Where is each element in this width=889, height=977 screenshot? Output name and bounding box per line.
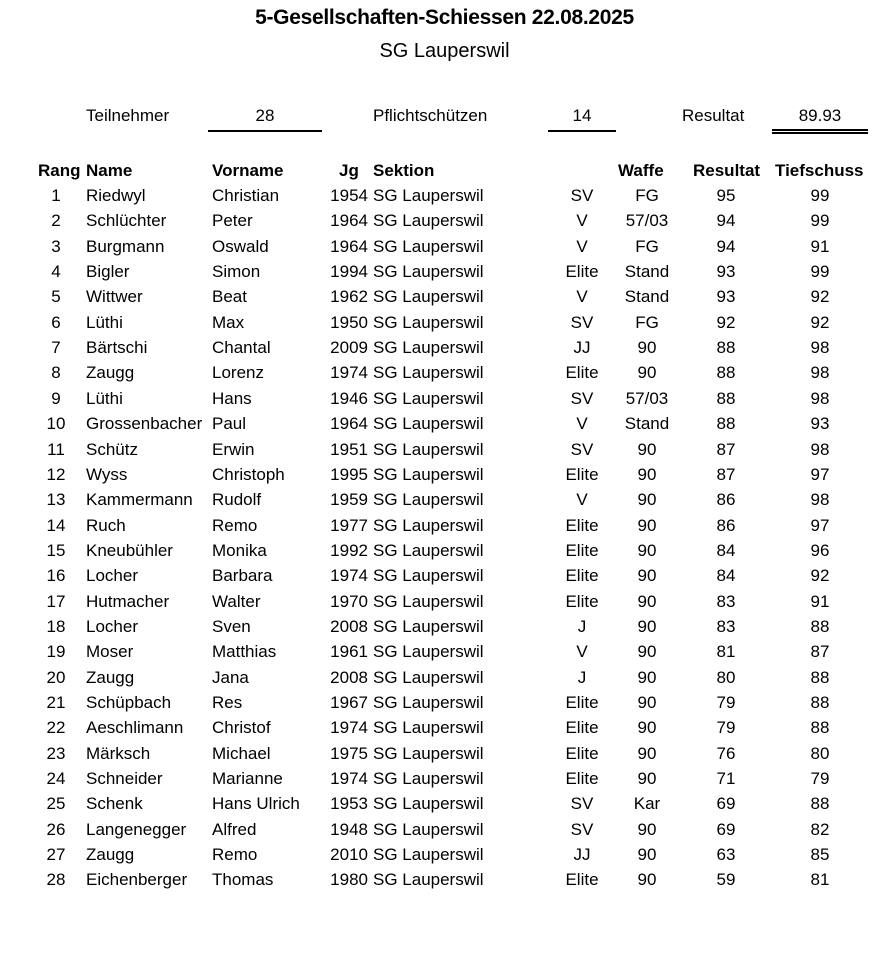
cell-name: Schütz bbox=[86, 439, 138, 459]
cell-resultat: 79 bbox=[716, 693, 736, 712]
cell-name: Schlüchter bbox=[86, 211, 167, 231]
cell-vorname: Thomas bbox=[212, 870, 274, 890]
cell-jahrgang: 1970 bbox=[330, 591, 368, 611]
cell-rang: 8 bbox=[51, 363, 61, 383]
cell-rang: 11 bbox=[47, 439, 65, 459]
cell-vorname: Rudolf bbox=[212, 490, 262, 510]
cell-sektion: SG Lauperswil bbox=[373, 186, 484, 205]
cell-resultat: 84 bbox=[716, 566, 736, 586]
cell-tiefschuss: 97 bbox=[810, 515, 830, 535]
table-row bbox=[0, 642, 889, 667]
cell-waffe: 90 bbox=[637, 642, 657, 662]
cell-tiefschuss: 81 bbox=[810, 870, 830, 890]
cell-name: Kammermann bbox=[86, 490, 193, 510]
cell-name: Eichenberger bbox=[86, 870, 188, 890]
table-row bbox=[0, 845, 889, 870]
table-row bbox=[0, 541, 889, 566]
cell-kategorie: Elite bbox=[565, 870, 599, 890]
cell-rang: 28 bbox=[46, 870, 66, 890]
cell-kategorie: Elite bbox=[565, 540, 599, 560]
cell-waffe: 90 bbox=[637, 515, 657, 535]
cell-waffe: 90 bbox=[637, 490, 657, 510]
cell-rang: 25 bbox=[46, 794, 66, 814]
cell-resultat: 87 bbox=[716, 439, 736, 459]
cell-name: Bigler bbox=[86, 262, 130, 282]
cell-resultat: 69 bbox=[716, 794, 736, 814]
cell-name: Wyss bbox=[86, 464, 128, 484]
cell-tiefschuss: 87 bbox=[810, 642, 830, 662]
cell-resultat: 59 bbox=[716, 870, 736, 890]
cell-vorname: Peter bbox=[212, 211, 253, 231]
cell-vorname: Barbara bbox=[212, 566, 273, 586]
cell-sektion: SG Lauperswil bbox=[373, 743, 484, 763]
cell-waffe: 90 bbox=[637, 616, 657, 636]
cell-sektion: SG Lauperswil bbox=[373, 718, 484, 738]
header-tiefschuss: Tiefschuss bbox=[775, 161, 864, 180]
cell-rang: 18 bbox=[46, 616, 66, 636]
cell-resultat: 94 bbox=[716, 236, 736, 256]
cell-kategorie: Elite bbox=[565, 769, 599, 789]
cell-kategorie: SV bbox=[570, 819, 594, 839]
cell-sektion: SG Lauperswil bbox=[373, 236, 484, 256]
cell-vorname: Paul bbox=[212, 414, 247, 434]
cell-resultat: 76 bbox=[716, 743, 736, 763]
table-row bbox=[0, 287, 889, 312]
cell-tiefschuss: 88 bbox=[810, 616, 830, 636]
cell-sektion: SG Lauperswil bbox=[373, 312, 484, 332]
cell-kategorie: V bbox=[576, 236, 588, 256]
cell-sektion: SG Lauperswil bbox=[373, 464, 484, 484]
cell-waffe: 57/03 bbox=[625, 211, 669, 231]
cell-name: Burgmann bbox=[86, 236, 165, 256]
cell-sektion: SG Lauperswil bbox=[373, 870, 484, 890]
cell-rang: 26 bbox=[46, 819, 66, 839]
cell-name: Ruch bbox=[86, 515, 126, 535]
cell-jahrgang: 1950 bbox=[330, 312, 368, 332]
cell-resultat: 87 bbox=[716, 464, 736, 484]
cell-resultat: 84 bbox=[716, 540, 736, 560]
cell-vorname: Sven bbox=[212, 616, 251, 636]
cell-resultat: 81 bbox=[716, 642, 736, 662]
cell-name: Moser bbox=[86, 642, 134, 662]
cell-waffe: 90 bbox=[637, 338, 657, 358]
cell-tiefschuss: 93 bbox=[810, 414, 830, 434]
cell-jahrgang: 1974 bbox=[330, 566, 368, 586]
cell-sektion: SG Lauperswil bbox=[373, 616, 484, 636]
cell-kategorie: Elite bbox=[565, 515, 599, 535]
cell-rang: 16 bbox=[46, 566, 66, 586]
cell-jahrgang: 1975 bbox=[330, 743, 368, 763]
cell-tiefschuss: 98 bbox=[810, 363, 830, 383]
cell-tiefschuss: 98 bbox=[810, 388, 830, 408]
cell-kategorie: V bbox=[576, 490, 588, 510]
cell-sektion: SG Lauperswil bbox=[373, 388, 484, 408]
cell-jahrgang: 1961 bbox=[330, 642, 368, 662]
cell-waffe: 90 bbox=[637, 845, 657, 865]
cell-rang: 13 bbox=[46, 490, 66, 510]
cell-name: Bärtschi bbox=[86, 338, 148, 358]
cell-sektion: SG Lauperswil bbox=[373, 566, 484, 586]
cell-rang: 9 bbox=[51, 388, 61, 408]
header-rang: Rang bbox=[38, 161, 81, 180]
cell-sektion: SG Lauperswil bbox=[373, 211, 484, 231]
cell-waffe: Kar bbox=[633, 794, 661, 814]
pflichtschuetzen-value: 14 bbox=[572, 106, 592, 125]
header-waffe: Waffe bbox=[618, 161, 664, 180]
cell-tiefschuss: 88 bbox=[810, 693, 830, 712]
cell-tiefschuss: 92 bbox=[810, 566, 830, 586]
cell-vorname: Christian bbox=[212, 186, 280, 205]
cell-waffe: 90 bbox=[637, 743, 657, 763]
cell-rang: 20 bbox=[46, 667, 66, 687]
cell-waffe: 90 bbox=[637, 566, 657, 586]
cell-rang: 22 bbox=[46, 718, 66, 738]
cell-rang: 7 bbox=[51, 338, 61, 358]
cell-jahrgang: 1974 bbox=[330, 363, 368, 383]
cell-sektion: SG Lauperswil bbox=[373, 591, 484, 611]
cell-name: Langenegger bbox=[86, 819, 187, 839]
pflichtschuetzen-label: Pflichtschützen bbox=[373, 106, 488, 125]
cell-vorname: Res bbox=[212, 693, 243, 712]
teilnehmer-underline bbox=[208, 130, 322, 132]
cell-resultat: 93 bbox=[716, 287, 736, 307]
cell-jahrgang: 1967 bbox=[330, 693, 368, 712]
resultat-value: 89.93 bbox=[798, 106, 842, 125]
cell-jahrgang: 1974 bbox=[330, 718, 368, 738]
teilnehmer-value: 28 bbox=[255, 106, 275, 125]
cell-resultat: 95 bbox=[716, 186, 736, 205]
cell-name: Wittwer bbox=[86, 287, 143, 307]
table-row bbox=[0, 769, 889, 794]
cell-jahrgang: 1946 bbox=[330, 388, 368, 408]
cell-waffe: 90 bbox=[637, 667, 657, 687]
cell-waffe: 90 bbox=[637, 718, 657, 738]
cell-kategorie: Elite bbox=[565, 718, 599, 738]
cell-kategorie: V bbox=[576, 211, 588, 231]
cell-tiefschuss: 79 bbox=[810, 769, 830, 789]
cell-vorname: Christoph bbox=[212, 464, 285, 484]
cell-vorname: Marianne bbox=[212, 769, 283, 789]
table-row bbox=[0, 490, 889, 515]
cell-name: Locher bbox=[86, 616, 138, 636]
cell-kategorie: SV bbox=[570, 388, 594, 408]
cell-resultat: 88 bbox=[716, 388, 736, 408]
table-row bbox=[0, 820, 889, 845]
cell-rang: 15 bbox=[46, 540, 66, 560]
cell-vorname: Hans bbox=[212, 388, 252, 408]
cell-sektion: SG Lauperswil bbox=[373, 515, 484, 535]
cell-sektion: SG Lauperswil bbox=[373, 667, 484, 687]
cell-sektion: SG Lauperswil bbox=[373, 769, 484, 789]
table-row bbox=[0, 794, 889, 819]
cell-resultat: 86 bbox=[716, 515, 736, 535]
cell-kategorie: SV bbox=[570, 312, 594, 332]
cell-rang: 4 bbox=[51, 262, 61, 282]
cell-resultat: 88 bbox=[716, 414, 736, 434]
page-subtitle: SG Lauperswil bbox=[379, 40, 510, 62]
cell-resultat: 71 bbox=[716, 769, 736, 789]
cell-vorname: Hans Ulrich bbox=[212, 794, 300, 814]
cell-jahrgang: 1948 bbox=[330, 819, 368, 839]
cell-vorname: Christof bbox=[212, 718, 271, 738]
cell-tiefschuss: 85 bbox=[810, 845, 830, 865]
table-row bbox=[0, 237, 889, 262]
cell-rang: 1 bbox=[51, 186, 61, 205]
cell-sektion: SG Lauperswil bbox=[373, 287, 484, 307]
cell-name: Märksch bbox=[86, 743, 151, 763]
cell-tiefschuss: 88 bbox=[810, 667, 830, 687]
cell-tiefschuss: 99 bbox=[810, 211, 830, 231]
cell-jahrgang: 1959 bbox=[330, 490, 368, 510]
cell-waffe: 90 bbox=[637, 363, 657, 383]
cell-resultat: 83 bbox=[716, 616, 736, 636]
cell-jahrgang: 1992 bbox=[330, 540, 368, 560]
cell-resultat: 69 bbox=[716, 819, 736, 839]
cell-resultat: 86 bbox=[716, 490, 736, 510]
cell-resultat: 79 bbox=[716, 718, 736, 738]
cell-tiefschuss: 91 bbox=[810, 591, 830, 611]
cell-jahrgang: 1980 bbox=[330, 870, 368, 890]
cell-resultat: 88 bbox=[716, 338, 736, 358]
table-row bbox=[0, 744, 889, 769]
cell-waffe: 90 bbox=[637, 870, 657, 890]
cell-sektion: SG Lauperswil bbox=[373, 439, 484, 459]
cell-kategorie: JJ bbox=[573, 338, 591, 358]
table-row bbox=[0, 262, 889, 287]
cell-waffe: 90 bbox=[637, 591, 657, 611]
cell-resultat: 92 bbox=[716, 312, 736, 332]
cell-kategorie: Elite bbox=[565, 262, 599, 282]
cell-waffe: 90 bbox=[637, 769, 657, 789]
cell-resultat: 83 bbox=[716, 591, 736, 611]
cell-sektion: SG Lauperswil bbox=[373, 693, 484, 712]
cell-name: Schneider bbox=[86, 769, 163, 789]
cell-tiefschuss: 92 bbox=[810, 312, 830, 332]
cell-sektion: SG Lauperswil bbox=[373, 414, 484, 434]
resultat-double-underline bbox=[772, 129, 868, 134]
cell-kategorie: Elite bbox=[565, 363, 599, 383]
cell-jahrgang: 1962 bbox=[330, 287, 368, 307]
cell-tiefschuss: 80 bbox=[810, 743, 830, 763]
cell-sektion: SG Lauperswil bbox=[373, 363, 484, 383]
header-sektion: Sektion bbox=[373, 161, 435, 180]
cell-jahrgang: 2008 bbox=[330, 616, 368, 636]
cell-waffe: 90 bbox=[637, 464, 657, 484]
cell-vorname: Remo bbox=[212, 845, 258, 865]
cell-name: Lüthi bbox=[86, 388, 123, 408]
table-row bbox=[0, 516, 889, 541]
cell-kategorie: Elite bbox=[565, 591, 599, 611]
cell-jahrgang: 1953 bbox=[330, 794, 368, 814]
table-row bbox=[0, 718, 889, 743]
cell-waffe: FG bbox=[635, 312, 659, 332]
cell-rang: 12 bbox=[46, 464, 66, 484]
cell-waffe: 90 bbox=[637, 693, 657, 712]
header-name: Name bbox=[86, 161, 133, 180]
cell-rang: 24 bbox=[46, 769, 66, 789]
table-row bbox=[0, 870, 889, 895]
cell-rang: 21 bbox=[46, 693, 66, 712]
cell-waffe: 90 bbox=[637, 540, 657, 560]
table-row bbox=[0, 592, 889, 617]
cell-tiefschuss: 88 bbox=[810, 794, 830, 814]
cell-name: Zaugg bbox=[86, 845, 135, 865]
header-resultat: Resultat bbox=[693, 161, 761, 180]
cell-vorname: Lorenz bbox=[212, 363, 264, 383]
cell-jahrgang: 2009 bbox=[330, 338, 368, 358]
cell-name: Grossenbacher bbox=[86, 414, 203, 434]
cell-sektion: SG Lauperswil bbox=[373, 819, 484, 839]
cell-tiefschuss: 99 bbox=[810, 186, 830, 205]
cell-name: Lüthi bbox=[86, 312, 123, 332]
table-row bbox=[0, 363, 889, 388]
table-row bbox=[0, 338, 889, 363]
cell-rang: 17 bbox=[46, 591, 66, 611]
cell-rang: 5 bbox=[51, 287, 61, 307]
cell-name: Hutmacher bbox=[86, 591, 170, 611]
cell-waffe: 57/03 bbox=[625, 388, 669, 408]
cell-rang: 14 bbox=[46, 515, 66, 535]
cell-rang: 3 bbox=[51, 236, 61, 256]
cell-kategorie: V bbox=[576, 414, 588, 434]
cell-vorname: Matthias bbox=[212, 642, 277, 662]
cell-waffe: Stand bbox=[624, 287, 670, 307]
cell-tiefschuss: 91 bbox=[810, 236, 830, 256]
cell-jahrgang: 2008 bbox=[330, 667, 368, 687]
table-row bbox=[0, 414, 889, 439]
cell-sektion: SG Lauperswil bbox=[373, 642, 484, 662]
cell-name: Aeschlimann bbox=[86, 718, 184, 738]
cell-jahrgang: 1964 bbox=[330, 236, 368, 256]
cell-kategorie: Elite bbox=[565, 743, 599, 763]
cell-tiefschuss: 98 bbox=[810, 439, 830, 459]
cell-vorname: Alfred bbox=[212, 819, 257, 839]
cell-rang: 2 bbox=[51, 211, 61, 231]
table-row bbox=[0, 440, 889, 465]
cell-rang: 23 bbox=[46, 743, 66, 763]
cell-tiefschuss: 88 bbox=[810, 718, 830, 738]
table-row bbox=[0, 389, 889, 414]
cell-rang: 27 bbox=[46, 845, 66, 865]
cell-rang: 6 bbox=[51, 312, 61, 332]
cell-waffe: 90 bbox=[637, 819, 657, 839]
cell-vorname: Remo bbox=[212, 515, 258, 535]
cell-sektion: SG Lauperswil bbox=[373, 845, 484, 865]
cell-resultat: 88 bbox=[716, 363, 736, 383]
teilnehmer-label: Teilnehmer bbox=[86, 106, 170, 125]
cell-kategorie: SV bbox=[570, 794, 594, 814]
cell-vorname: Monika bbox=[212, 540, 267, 560]
cell-sektion: SG Lauperswil bbox=[373, 540, 484, 560]
cell-name: Schüpbach bbox=[86, 693, 172, 712]
cell-vorname: Erwin bbox=[212, 439, 255, 459]
cell-name: Schenk bbox=[86, 794, 143, 814]
cell-kategorie: JJ bbox=[573, 845, 591, 865]
cell-vorname: Simon bbox=[212, 262, 261, 282]
cell-tiefschuss: 82 bbox=[810, 819, 830, 839]
cell-vorname: Oswald bbox=[212, 236, 269, 256]
cell-sektion: SG Lauperswil bbox=[373, 338, 484, 358]
cell-jahrgang: 1994 bbox=[330, 262, 368, 282]
cell-waffe: FG bbox=[635, 186, 659, 205]
table-row bbox=[0, 313, 889, 338]
resultat-label: Resultat bbox=[682, 106, 745, 125]
cell-tiefschuss: 92 bbox=[810, 287, 830, 307]
pflichtschuetzen-underline bbox=[548, 130, 616, 132]
cell-resultat: 94 bbox=[716, 211, 736, 231]
cell-vorname: Chantal bbox=[212, 338, 271, 358]
cell-vorname: Max bbox=[212, 312, 245, 332]
cell-jahrgang: 1951 bbox=[330, 439, 368, 459]
cell-tiefschuss: 97 bbox=[810, 464, 830, 484]
cell-sektion: SG Lauperswil bbox=[373, 262, 484, 282]
cell-kategorie: SV bbox=[570, 439, 594, 459]
table-row bbox=[0, 693, 889, 718]
cell-kategorie: J bbox=[577, 667, 587, 687]
cell-kategorie: Elite bbox=[565, 566, 599, 586]
table-row bbox=[0, 566, 889, 591]
cell-name: Zaugg bbox=[86, 363, 135, 383]
page-title: 5-Gesellschaften-Schiessen 22.08.2025 bbox=[255, 6, 634, 29]
cell-kategorie: V bbox=[576, 642, 588, 662]
cell-jahrgang: 1964 bbox=[330, 211, 368, 231]
cell-waffe: Stand bbox=[624, 262, 670, 282]
cell-waffe: 90 bbox=[637, 439, 657, 459]
cell-waffe: FG bbox=[635, 236, 659, 256]
cell-jahrgang: 1974 bbox=[330, 769, 368, 789]
cell-resultat: 63 bbox=[716, 845, 736, 865]
table-row bbox=[0, 668, 889, 693]
cell-jahrgang: 2010 bbox=[330, 845, 368, 865]
table-row bbox=[0, 617, 889, 642]
header-jg: Jg bbox=[339, 161, 359, 180]
cell-tiefschuss: 99 bbox=[810, 262, 830, 282]
table-row bbox=[0, 211, 889, 236]
cell-resultat: 80 bbox=[716, 667, 736, 687]
cell-kategorie: Elite bbox=[565, 693, 599, 712]
cell-kategorie: Elite bbox=[565, 464, 599, 484]
cell-kategorie: J bbox=[577, 616, 587, 636]
cell-sektion: SG Lauperswil bbox=[373, 490, 484, 510]
cell-name: Riedwyl bbox=[86, 186, 146, 205]
cell-tiefschuss: 98 bbox=[810, 490, 830, 510]
cell-tiefschuss: 96 bbox=[810, 540, 830, 560]
cell-name: Zaugg bbox=[86, 667, 135, 687]
cell-waffe: Stand bbox=[624, 414, 670, 434]
cell-tiefschuss: 98 bbox=[810, 338, 830, 358]
cell-vorname: Beat bbox=[212, 287, 247, 307]
header-vorname: Vorname bbox=[212, 161, 284, 180]
cell-vorname: Walter bbox=[212, 591, 261, 611]
cell-name: Kneubühler bbox=[86, 540, 173, 560]
cell-jahrgang: 1964 bbox=[330, 414, 368, 434]
cell-kategorie: V bbox=[576, 287, 588, 307]
cell-rang: 10 bbox=[46, 414, 66, 434]
cell-resultat: 93 bbox=[716, 262, 736, 282]
cell-rang: 19 bbox=[46, 642, 66, 662]
cell-jahrgang: 1977 bbox=[330, 515, 368, 535]
cell-jahrgang: 1995 bbox=[330, 464, 368, 484]
cell-kategorie: SV bbox=[570, 186, 594, 205]
cell-name: Locher bbox=[86, 566, 138, 586]
table-row bbox=[0, 186, 889, 211]
cell-vorname: Michael bbox=[212, 743, 271, 763]
cell-sektion: SG Lauperswil bbox=[373, 794, 484, 814]
cell-vorname: Jana bbox=[212, 667, 249, 687]
cell-jahrgang: 1954 bbox=[330, 186, 368, 205]
table-row bbox=[0, 465, 889, 490]
